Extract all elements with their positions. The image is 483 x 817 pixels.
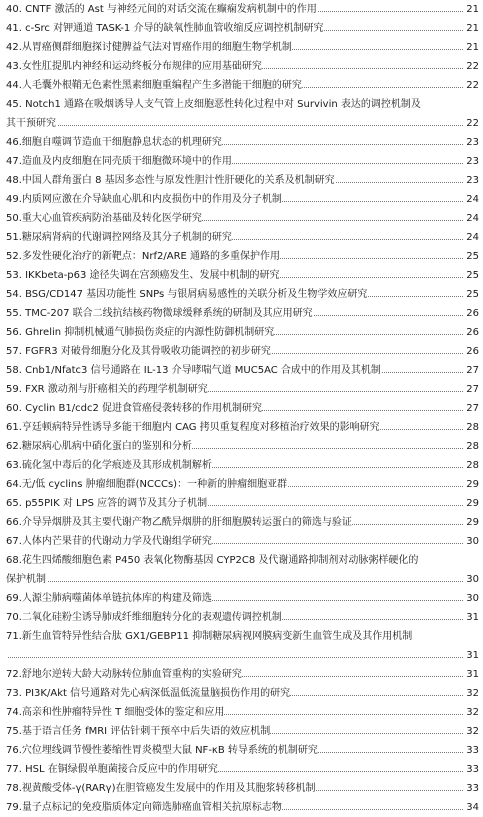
toc-entry[interactable] <box>6 19 479 38</box>
toc-entry-title: 63.硫化氢中毒后的化学痕迹及其形成机制解析 <box>6 460 212 471</box>
toc-entry-title: 69.人源尘肺病噬菌体单链抗体库的构建及筛选 <box>6 593 212 604</box>
toc-entry[interactable] <box>6 437 479 456</box>
toc-entry-title: 50.重大心血管疾病防治基础及转化医学研究 <box>6 213 202 224</box>
toc-entry-page: 24 <box>464 228 479 247</box>
toc-entry-page: 24 <box>464 190 479 209</box>
toc-entry-title: 64.无/低 cyclins 肿瘤细胞群(NCCCs)：一种新的肿瘤细胞亚群 <box>6 479 288 490</box>
toc-entry-title: 60. Cyclin B1/cdc2 促进食管癌侵袭转移的作用机制研究 <box>6 403 263 414</box>
toc-entry-title: 66.介导异烟肼及其主要代谢产物乙酰异烟肼的肝细胞膜转运蛋白的筛选与验证 <box>6 517 352 528</box>
toc-entry[interactable] <box>6 57 479 76</box>
toc-entry-page: 25 <box>464 266 479 285</box>
dot-leader <box>6 657 479 658</box>
toc-entry[interactable] <box>6 152 479 171</box>
toc-entry-page: 31 <box>464 665 479 684</box>
toc-entry-page: 28 <box>464 456 479 475</box>
toc-entry-page: 33 <box>464 760 479 779</box>
toc-entry-page: 22 <box>464 76 479 95</box>
toc-entry-page: 27 <box>464 361 479 380</box>
toc-entry-page: 31 <box>464 646 479 665</box>
toc-entry-title: 51.糖尿病肾病的代谢调控网络及其分子机制的研究 <box>6 232 232 243</box>
toc-entry[interactable] <box>6 589 479 608</box>
toc-entry[interactable] <box>6 38 479 57</box>
toc-entry-title: 41. c-Src 对钾通道 TASK-1 介导的缺氧性肺血管收缩反应调控机制研究 <box>6 23 324 34</box>
toc-entry-title: 57. FGFR3 对破骨细胞分化及其骨吸收功能调控的初步研究 <box>6 346 271 357</box>
toc-entry[interactable] <box>6 779 479 798</box>
toc-entry-title: 73. PI3K/Akt 信号通路对先心病深低温低流量脑损伤作用的研究 <box>6 688 291 699</box>
toc-entry[interactable] <box>6 608 479 627</box>
toc-entry-page: 32 <box>464 684 479 703</box>
toc-entry-page: 29 <box>464 494 479 513</box>
toc-entry-title-continued: 保护机制 <box>6 574 46 585</box>
toc-entry[interactable] <box>6 627 479 665</box>
toc-entry-title: 47.造血及内皮细胞在同壳质干细胞微环境中的作用 <box>6 156 232 167</box>
toc-entry[interactable] <box>6 247 479 266</box>
toc-entry-title: 49.内质网应激在介导缺血心肌和内皮损伤中的作用及分子机制 <box>6 194 282 205</box>
toc-entry[interactable] <box>6 399 479 418</box>
toc-entry[interactable] <box>6 741 479 760</box>
toc-entry-page: 28 <box>464 437 479 456</box>
toc-entry-title-continued <box>6 650 8 661</box>
toc-entry-page: 26 <box>464 304 479 323</box>
dot-leader <box>6 125 479 126</box>
toc-entry-title: 56. Ghrelin 抑制机械通气肺损伤炎症的内源性防御机制研究 <box>6 327 275 338</box>
toc-entry-title: 62.糖尿病心肌病中硝化蛋白的鉴别和分析 <box>6 441 192 452</box>
toc-entry-page: 34 <box>464 798 479 817</box>
toc-entry[interactable] <box>6 228 479 247</box>
toc-entry-title: 79.量子点标记的免疫脂质体定向筛选肺癌血管相关抗原标志物 <box>6 802 282 813</box>
toc-entry[interactable] <box>6 133 479 152</box>
toc-entry-title: 74.高亲和性肿瘤特异性 T 细胞受体的鉴定和应用 <box>6 707 225 718</box>
toc-entry[interactable] <box>6 342 479 361</box>
toc-entry-title-continued: 其干预研究 <box>6 118 56 129</box>
toc-entry[interactable] <box>6 190 479 209</box>
toc-entry-title: 40. CNTF 激活的 Ast 与神经元间的对话交流在癫痫发病机制中的作用 <box>6 4 317 15</box>
toc-entry-title: 59. FXR 激动剂与肝癌相关的药理学机制研究 <box>6 384 208 395</box>
toc-entry-page: 32 <box>464 722 479 741</box>
toc-entry-page: 23 <box>464 171 479 190</box>
dot-leader <box>6 581 479 582</box>
toc-entry-title: 78.视黄酸受体-γ(RARγ)在胆管癌发生发展中的作用及其胞浆转移机制 <box>6 783 316 794</box>
toc-entry[interactable] <box>6 304 479 323</box>
toc-entry-title: 58. Cnb1/Nfatc3 信号通路在 IL-13 介导哮喘气道 MUC5AC 合成中的作用及其机制 <box>6 365 381 376</box>
toc-entry-page: 29 <box>464 513 479 532</box>
toc-entry-title: 52.多发性硬化治疗的新靶点：Nrf2/ARE 通路的多重保护作用 <box>6 251 281 262</box>
toc-entry-page: 21 <box>464 38 479 57</box>
toc-entry-title: 54. BSG/CD147 基因功能性 SNPs 与银屑病易感性的关联分析及生物学效应研究 <box>6 289 368 300</box>
toc-entry-page: 25 <box>464 247 479 266</box>
toc-entry-page: 21 <box>464 19 479 38</box>
toc-entry[interactable] <box>6 684 479 703</box>
toc-entry-page: 23 <box>464 152 479 171</box>
toc-entry-title: 46.细胞自噬调节造血干细胞静息状态的机理研究 <box>6 137 222 148</box>
toc-entry[interactable] <box>6 456 479 475</box>
toc-entry-title: 67.人体内芒果苷的代谢动力学及代谢组学研究 <box>6 536 212 547</box>
toc-entry-page: 27 <box>464 380 479 399</box>
toc-entry-title: 72.舒地尔逆转大龄大动脉转位肺血管重构的实验研究 <box>6 669 242 680</box>
toc-entry-page: 26 <box>464 323 479 342</box>
toc-entry[interactable] <box>6 760 479 779</box>
toc-entry-title: 43.女性肛提肌内神经和运动终板分布规律的应用基础研究 <box>6 61 262 72</box>
toc-entry-title: 71.新生血管特异性结合肽 GX1/GEBP11 抑制糖尿病视网膜病变新生血管生成及其作用机制 <box>6 631 413 642</box>
toc-entry-title: 48.中国人群角蛋白 8 基因多态性与原发性胆汁性肝硬化的关系及机制研究 <box>6 175 335 186</box>
toc-entry-title: 53. IKKbeta-p63 途径失调在宫颈癌发生、发展中机制的研究 <box>6 270 280 281</box>
toc-entry-page: 28 <box>464 418 479 437</box>
toc-entry[interactable] <box>6 0 479 19</box>
toc-entry-page: 21 <box>464 0 479 19</box>
toc-entry[interactable] <box>6 703 479 722</box>
toc-entry-page: 30 <box>464 532 479 551</box>
toc-entry-page: 31 <box>464 608 479 627</box>
toc-entry[interactable] <box>6 532 479 551</box>
toc-entry[interactable] <box>6 266 479 285</box>
toc-entry-title: 61.亨廷顿病特异性诱导多能干细胞内 CAG 拷贝重复程度对移植治疗效果的影响研究 <box>6 422 380 433</box>
toc-entry-page: 30 <box>464 570 479 589</box>
toc-entry[interactable] <box>6 722 479 741</box>
toc-entry[interactable] <box>6 665 479 684</box>
toc-entry-title: 55. TMC-207 联合二线抗结核药物微球缓释系统的研制及其应用研究 <box>6 308 313 319</box>
toc-entry-title: 44.人毛囊外根鞘无色素性黑素细胞重编程产生多潜能干细胞的研究 <box>6 80 302 91</box>
toc-entry[interactable] <box>6 798 479 817</box>
toc-entry[interactable] <box>6 551 479 589</box>
toc-entry[interactable] <box>6 361 479 380</box>
toc-entry-page: 32 <box>464 703 479 722</box>
toc-entry-page: 22 <box>464 57 479 76</box>
toc-entry[interactable] <box>6 95 479 133</box>
toc-entry-page: 33 <box>464 779 479 798</box>
toc-entry[interactable] <box>6 209 479 228</box>
toc-entry-title: 77. HSL 在铜绿假单胞菌接合反应中的作用研究 <box>6 764 218 775</box>
toc-entry[interactable] <box>6 76 479 95</box>
toc-entry-title: 45. Notch1 通路在吸烟诱导人支气管上皮细胞恶性转化过程中对 Survivin 表达的调控机制及 <box>6 99 421 110</box>
toc-entry-page: 25 <box>464 285 479 304</box>
toc-entry[interactable] <box>6 323 479 342</box>
toc-entry-page: 26 <box>464 342 479 361</box>
toc-entry-title: 68.花生四烯酸细胞色素 P450 表氧化物酶基因 CYP2C8 及代谢通路抑制剂对动脉粥样硬化的 <box>6 555 419 566</box>
toc-entry-page: 29 <box>464 475 479 494</box>
toc-entry-page: 23 <box>464 133 479 152</box>
toc-entry-title: 76.穴位埋线调节慢性萎缩性胃炎模型大鼠 NF-κB 转导系统的机制研究 <box>6 745 318 756</box>
toc-entry-title: 42.从胃癌侧群细胞探讨健脾益气法对胃癌作用的细胞生物学机制 <box>6 42 292 53</box>
toc-entry-page: 33 <box>464 741 479 760</box>
toc-entry-page: 22 <box>464 114 479 133</box>
toc-entry-page: 24 <box>464 209 479 228</box>
toc-entry-title: 70.二氧化硅粉尘诱导肺成纤维细胞转分化的表观遗传调控机制 <box>6 612 282 623</box>
toc-entry[interactable] <box>6 513 479 532</box>
toc-entry[interactable] <box>6 418 479 437</box>
toc-entry[interactable] <box>6 475 479 494</box>
toc-entry-page: 30 <box>464 589 479 608</box>
toc-entry[interactable] <box>6 380 479 399</box>
toc-entry-title: 65. p55PIK 对 LPS 应答的调节及其分子机制 <box>6 498 208 509</box>
toc-entry-page: 27 <box>464 399 479 418</box>
toc-entry-title: 75.基于语言任务 fMRI 评估针刺干预卒中后失语的效应机制 <box>6 726 271 737</box>
toc-entry[interactable] <box>6 285 479 304</box>
toc-entry[interactable] <box>6 494 479 513</box>
toc-entry[interactable] <box>6 171 479 190</box>
